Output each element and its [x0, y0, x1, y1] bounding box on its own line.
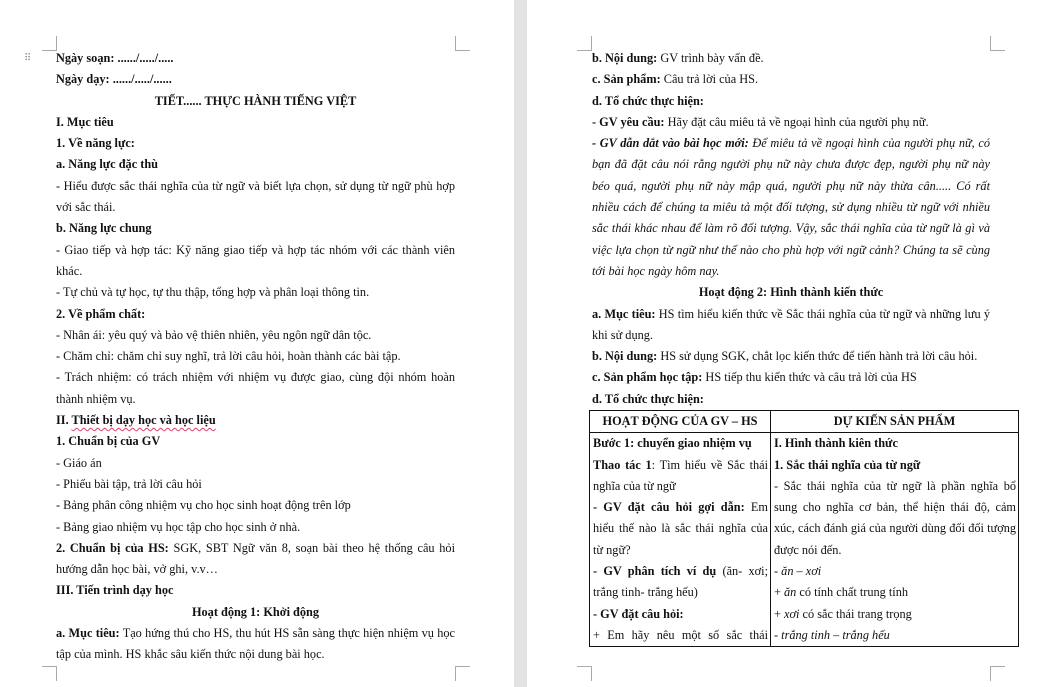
label: - GV đặt câu hỏi:: [593, 606, 684, 621]
list-item: - Bảng phân công nhiệm vụ cho học sinh hoạt động trên lớp: [56, 498, 351, 513]
definition: - Sắc thái nghĩa của từ ngữ là phần nghĩa bổ sung cho nghĩa cơ bản, thể hiện thái độ, cảm xúc, cách đánh giá của người dùng đối đối tượng được nói đến.: [774, 478, 1016, 557]
label: 2. Chuẩn bị của HS:: [56, 540, 169, 555]
paragraph: - Chăm chỉ: chăm chỉ suy nghĩ, trả lời câu hỏi, hoàn thành các bài tập.: [56, 349, 401, 364]
paragraph: SGK, SBT Ngữ văn 8, soạn bài theo hệ thống câu hỏi hướng dẫn học bài, vở ghi, v.v…: [56, 540, 455, 577]
crop-mark: [455, 666, 470, 681]
step-label: Bước 1: chuyển giao nhiệm vụ: [593, 436, 752, 451]
date-taught: Ngày dạy: ....../...../......: [56, 72, 172, 87]
heading: d. Tổ chức thực hiện:: [592, 391, 704, 406]
heading: 1. Về năng lực:: [56, 136, 135, 151]
date-prepared: Ngày soạn: ....../...../.....: [56, 51, 174, 65]
paragraph: HS tìm hiểu kiến thức về Sắc thái nghĩa của từ ngữ và những lưu ý khi sử dụng.: [592, 306, 990, 342]
paragraph: - Tự chủ và tự học, tự thu thập, tổng hợp và phân loại thông tin.: [56, 285, 370, 300]
crop-mark: [577, 666, 592, 681]
heading: 2. Về phẩm chất:: [56, 306, 146, 321]
paragraph: GV trình bày vấn đề.: [657, 51, 764, 65]
move-handle-icon[interactable]: ⠿: [24, 53, 33, 64]
paragraph: Để miêu tả về ngoại hình của người phụ nữ, có bạn đã đặt câu nói rằng người phụ nữ này chưa được đẹp, người phụ nữ này béo quá, người phụ nữ này mập quá, người phụ nữ này thừa cân..... Có rất nhiều cách để chúng ta miêu tả một đối tượng, sử dụng nhiều từ ngữ với nhiều sắc thái khác nhau để làm rõ đối tượng. Vậy, sắc thái nghĩa của từ ngữ là gì và việc lựa chọn từ ngữ như thế nào cho phù hợp với ngữ cảnh? Chúng ta sẽ cùng tới bài học ngày hôm nay.: [592, 136, 990, 278]
table-cell-product: I. Hình thành kiên thức 1. Sắc thái nghĩa của từ ngữ - Sắc thái nghĩa của từ ngữ là phần nghĩa bổ sung cho nghĩa cơ bản, thể hiện thái độ, cảm xúc, cách đánh giá của người dùng đối đối tượng được nói đến. - ăn – xơi + ăn có tính chất trung tính + xơi có sắc thái trang trọng - trắng tinh – trắng hếu: [771, 433, 1019, 647]
paragraph: - Trách nhiệm: có trách nhiệm với nhiệm vụ được giao, cùng đội nhóm hoàn thành nhiệm vụ.: [56, 370, 455, 406]
paragraph: Câu trả lời của HS.: [660, 72, 759, 87]
table-row: [590, 433, 1019, 647]
heading: b. Năng lực chung: [56, 221, 152, 236]
label: - GV đặt câu hỏi gợi dẫn:: [593, 500, 745, 515]
list-item: - Bảng giao nhiệm vụ học tập cho học sinh ở nhà.: [56, 519, 301, 534]
label: a. Mục tiêu:: [592, 306, 656, 321]
label: c. Sản phẩm học tập:: [592, 370, 703, 385]
heading-spellcheck[interactable]: Thiết bị dạy học và học liệu: [71, 413, 216, 428]
heading: I. Hình thành kiên thức: [774, 436, 898, 451]
text: : Tìm hiểu về Sắc thái nghĩa của từ ngữ: [593, 457, 769, 493]
label: a. Mục tiêu:: [56, 626, 120, 641]
paragraph: HS tiếp thu kiến thức và câu trả lời của HS: [702, 370, 917, 385]
text: có sắc thái trang trọng: [799, 606, 912, 621]
example: trắng tinh – trắng hếu: [781, 627, 890, 642]
label: - GV phân tích ví dụ: [593, 564, 717, 579]
table-header: DỰ KIẾN SẢN PHẨM: [771, 411, 1019, 433]
paragraph: - Hiểu được sắc thái nghĩa của từ ngữ và biết lựa chọn, sử dụng từ ngữ phù hợp với sắc thái.: [56, 178, 455, 215]
lesson-title: TIẾT...... THỰC HÀNH TIẾNG VIỆT: [154, 93, 357, 108]
text: Em hiểu thế nào là sắc thái nghĩa của từ ngữ?: [593, 500, 768, 557]
list-item: - Phiếu bài tập, trả lời câu hỏi: [56, 476, 202, 491]
activity-title: Hoạt động 1: Khởi động: [191, 604, 320, 619]
heading: 1. Sắc thái nghĩa của từ ngữ: [774, 457, 921, 472]
paragraph: - Nhân ái: yêu quý và bảo vệ thiên nhiên, yêu ngôn ngữ dân tộc.: [56, 327, 372, 342]
paragraph: HS sử dụng SGK, chắt lọc kiến thức để tiến hành trả lời câu hỏi.: [657, 349, 978, 364]
crop-mark: [42, 666, 57, 681]
label: b. Nội dung:: [592, 51, 658, 65]
table-header: HOẠT ĐỘNG CỦA GV – HS: [590, 411, 771, 433]
activity-title: Hoạt động 2: Hình thành kiến thức: [698, 285, 884, 300]
document-page-2: [527, 0, 1047, 687]
label: - GV yêu cầu:: [592, 114, 665, 129]
text: (ăn- xơi; trắng tinh- trắng hếu): [593, 564, 768, 600]
heading: I. Mục tiêu: [56, 114, 114, 129]
crop-mark: [42, 36, 57, 51]
text: + Em hãy nêu một số sắc thái: [593, 627, 768, 642]
word: ăn: [784, 585, 797, 600]
heading: a. Năng lực đặc thù: [56, 157, 159, 172]
label: - GV dẫn dắt vào bài học mới:: [592, 136, 749, 151]
text: có tính chất trung tính: [796, 585, 908, 600]
activity-table: [589, 410, 1019, 647]
crop-mark: [577, 36, 592, 51]
heading: 1. Chuẩn bị của GV: [56, 434, 161, 449]
crop-mark: [990, 36, 1005, 51]
paragraph: Tạo hứng thú cho HS, thu hút HS sẵn sàng thực hiện nhiệm vụ học tập của mình. HS khắc sâu kiến thức nội dung bài học.: [56, 626, 455, 662]
document-page-1: [0, 0, 514, 687]
example: ăn – xơi: [781, 564, 822, 579]
label: Thao tác 1: [593, 457, 652, 472]
label: c. Sản phẩm:: [592, 72, 661, 87]
page-2-content: [592, 48, 990, 410]
crop-mark: [455, 36, 470, 51]
paragraph: - Giao tiếp và hợp tác: Kỹ năng giao tiếp và hợp tác nhóm với các thành viên khác.: [56, 242, 455, 278]
paragraph: Hãy đặt câu miêu tả về ngoại hình của người phụ nữ.: [664, 114, 929, 129]
table-cell-activity: [590, 433, 771, 647]
heading: III. Tiến trình dạy học: [56, 583, 174, 598]
list-item: - Giáo án: [56, 455, 102, 470]
label: b. Nội dung:: [592, 349, 658, 364]
heading-num: II.: [56, 413, 72, 428]
heading: d. Tổ chức thực hiện:: [592, 93, 704, 108]
word: xơi: [784, 606, 800, 621]
page-1-content: [56, 48, 455, 666]
crop-mark: [990, 666, 1005, 681]
